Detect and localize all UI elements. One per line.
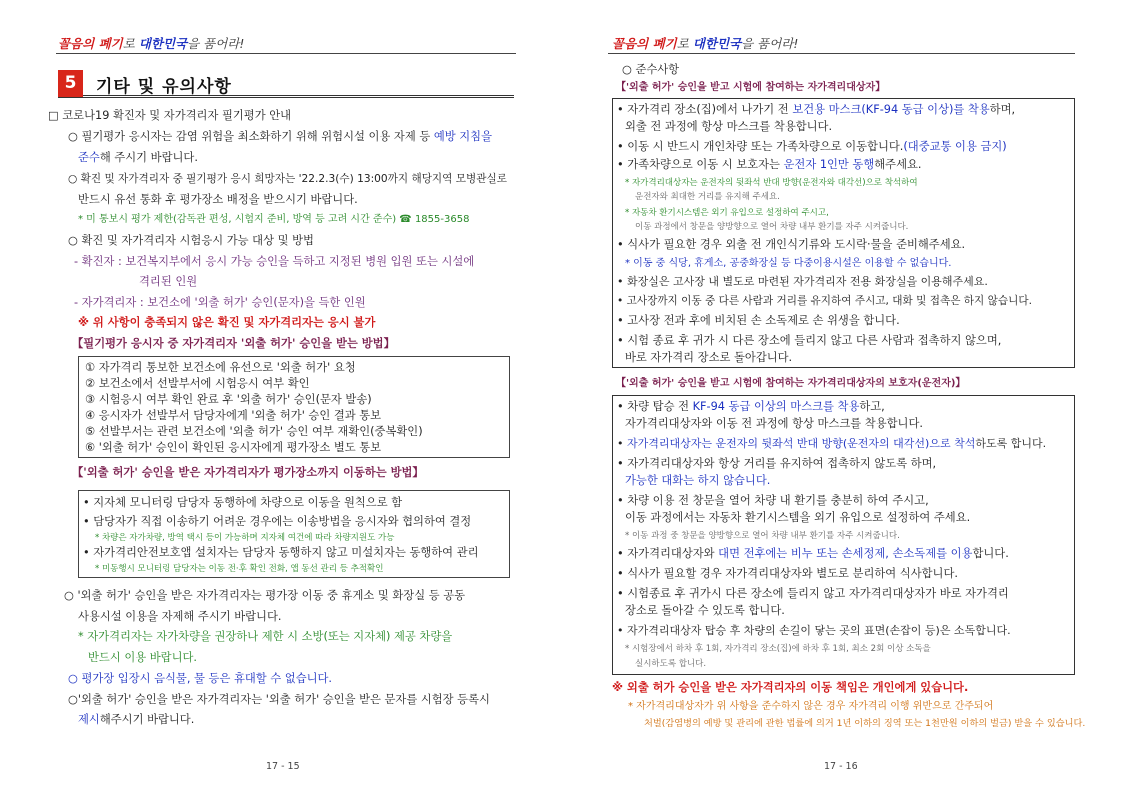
right-page: [560, 0, 1121, 793]
rule-line: • 차량 이용 전 창문을 열어 차량 내 환기를 충분히 하여 주시고,: [617, 494, 929, 507]
section2-title: 【'외출 허가' 승인을 받고 시험에 참여하는 자가격리대상자의 보호자(운전자)】: [616, 378, 966, 389]
rule-line: • 자가격리대상자와 대면 전후에는 비누 또는 손세정제, 손소독제를 이용합니다.: [617, 547, 1009, 560]
confirmed-line: - 확진자 : 보건복지부에서 응시 가능 승인을 득하고 지정된 병원 입원 또는 시설에: [74, 255, 475, 268]
move-method-box: [78, 490, 510, 578]
notice-line: 반드시 유선 통화 후 평가장소 배정을 받으시기 바랍니다.: [78, 193, 358, 206]
bottom-line: ○'외출 허가' 승인을 받은 자가격리자는 '외출 허가' 승인을 받은 문자를 시험장 등록시: [68, 693, 490, 706]
section-title-bar: [58, 70, 514, 98]
rule-note: * 이동 중 식당, 휴게소, 공중화장실 등 다중이용시설은 이용할 수 없습니다.: [625, 258, 952, 269]
move-item: • 지자체 모니터링 담당자 동행하에 차량으로 이동을 원칙으로 함: [83, 496, 403, 509]
penalty-note: 처벌(감염병의 예방 및 관리에 관한 법률에 의거 1년 이하의 징역 또는 1천만원 이하의 벌금) 받을 수 있습니다.: [644, 718, 1086, 729]
rule-note: * 자동차 환기시스템은 외기 유입으로 설정하여 주시고,: [625, 208, 829, 218]
rule-note: * 이동 과정 중 창문을 양방향으로 열어 차량 내부 환기를 자주 시켜줍니다.: [625, 531, 900, 541]
header-rule: [56, 53, 516, 54]
covid-notice-heading: □ 코로나19 확진자 및 자가격리자 필기평가 안내: [48, 109, 292, 122]
rule-note: * 자가격리대상자는 운전자의 뒷좌석 반대 방향(운전자와 대각선)으로 착석하여: [625, 178, 918, 188]
responsibility-warning: ※ 외출 허가 승인을 받은 자가격리자의 이동 책임은 개인에게 있습니다.: [612, 681, 969, 694]
bottom-line: 사용시설 이용을 자제해 주시기 바랍니다.: [78, 610, 282, 623]
section-title: 기타 및 유의사항: [96, 77, 232, 97]
section1-box: [612, 98, 1075, 368]
confirmed-line-cont: 격리된 인원: [139, 275, 198, 288]
bottom-note: 반드시 이용 바랍니다.: [88, 651, 197, 664]
rule-line: 장소로 돌아갈 수 있도록 합니다.: [625, 604, 785, 617]
self-isolation-line: - 자가격리자 : 보건소에 '외출 허가' 승인(문자)을 득한 인원: [74, 296, 366, 309]
rule-line: 외출 전 과정에 항상 마스크를 착용합니다.: [625, 120, 833, 133]
rule-line: • 시험종료 후 귀가시 다른 장소에 들리지 않고 자가격리대상자가 바로 자가격리: [617, 587, 1009, 600]
rule-line: • 자가격리대상자 탑승 후 차량의 손길이 닿는 곳의 표면(손잡이 등)은 소독합니다.: [617, 624, 1011, 637]
notice-line: 준수해 주시기 바랍니다.: [78, 151, 198, 164]
penalty-note: * 자가격리대상자가 위 사항을 준수하지 않은 경우 자가격리 이행 위반으로 간주되어: [628, 701, 994, 712]
rule-line: • 자가격리대상자와 항상 거리를 유지하여 접촉하지 않도록 하며,: [617, 457, 937, 470]
rule-line: • 식사가 필요할 경우 자가격리대상자와 별도로 분리하여 식사합니다.: [617, 567, 958, 580]
rule-line: • 자가격리 장소(집)에서 나가기 전 보건용 마스크(KF-94 동급 이상)를 착용하며,: [617, 103, 1016, 116]
rule-line: 가능한 대화는 하지 않습니다.: [625, 474, 771, 487]
header-rule: [608, 53, 1075, 54]
step-item: ① 자가격리 통보한 보건소에 유선으로 '외출 허가' 요청: [85, 361, 356, 374]
approval-steps-box: [78, 356, 510, 458]
move-note: * 차량은 자가차량, 방역 택시 등이 가능하며 지자체 여건에 따라 차량지원도 가능: [95, 533, 395, 543]
rule-line: • 화장실은 고사장 내 별도로 마련된 자가격리자 전용 화장실을 이용해주세요.: [617, 275, 988, 288]
rule-line: 바로 자가격리 장소로 돌아갑니다.: [625, 351, 793, 364]
rule-line: • 고사장 전과 후에 비치된 손 소독제로 손 위생을 합니다.: [617, 314, 900, 327]
move-item: • 담당자가 직접 이송하기 어려운 경우에는 이송방법을 응시자와 협의하여 결정: [83, 515, 472, 528]
page-header: 꼴음의 폐기로 대한민국을 품어라!: [58, 36, 245, 51]
section-number: 5: [58, 70, 83, 97]
page-number: 17 - 16: [824, 761, 858, 772]
left-page: [0, 0, 560, 793]
warning-line: ※ 위 사항이 충족되지 않은 확진 및 자가격리자는 응시 불가: [78, 316, 376, 329]
bottom-line: ○ '외출 허가' 승인을 받은 자가격리자는 평가장 이동 중 휴게소 및 화장실 등 공동: [64, 589, 466, 602]
section2-box: [612, 395, 1075, 675]
rule-line: 이동 과정에서는 자동차 환기시스템을 외기 유입으로 설정하여 주세요.: [625, 511, 971, 524]
notice-line: ○ 확진 및 자가격리자 중 필기평가 응시 희망자는 '22.2.3(수) 13:00까지 해당지역 모병관실로: [68, 173, 507, 185]
page-number: 17 - 15: [266, 761, 300, 772]
page-header: 꼴음의 폐기로 대한민국을 품어라!: [612, 36, 799, 51]
move-item: • 자가격리안전보호앱 설치자는 담당자 동행하지 않고 미설치자는 동행하여 관리: [83, 546, 479, 559]
contact-note: * 미 통보시 평가 제한(감독관 편성, 시험지 준비, 방역 등 고려 시간 준수) ☎ 1855-3658: [78, 214, 470, 225]
bottom-note: * 자가격리자는 자가차량을 권장하나 제한 시 소방(또는 지자체) 제공 차량을: [78, 630, 453, 643]
move-method-title: 【'외출 허가' 승인을 받은 자가격리자가 평가장소까지 이동하는 방법】: [72, 466, 424, 479]
rule-line: • 가족차량으로 이동 시 보호자는 운전자 1인만 동행해주세요.: [617, 158, 922, 171]
bottom-line: ○ 평가장 입장시 음식물, 물 등은 휴대할 수 없습니다.: [68, 672, 333, 685]
rule-line: • 시험 종료 후 귀가 시 다른 장소에 들리지 않고 다른 사람과 접촉하지 않으며,: [617, 334, 1002, 347]
rule-line: 자가격리대상자와 이동 전 과정에 항상 마스크를 착용합니다.: [625, 417, 923, 430]
section1-title: 【'외출 허가' 승인을 받고 시험에 참여하는 자가격리대상자】: [616, 82, 886, 93]
compliance-subhead: ○ 준수사항: [622, 63, 680, 76]
rule-note: 운전자와 최대한 거리를 유지해 주세요.: [635, 192, 780, 202]
rule-note: 실시하도록 합니다.: [635, 659, 707, 669]
step-item: ④ 응시자가 선발부서 담당자에게 '외출 허가' 승인 결과 통보: [85, 409, 382, 422]
rule-line: • 고사장까지 이동 중 다른 사람과 거리를 유지하여 주시고, 대화 및 접촉은 하지 않습니다.: [617, 295, 1032, 307]
rule-line: • 자가격리대상자는 운전자의 뒷좌석 반대 방향(운전자의 대각선)으로 착석하도록 합니다.: [617, 437, 1047, 450]
notice-line: ○ 필기평가 응시자는 감염 위험을 최소화하기 위해 위험시설 이용 자제 등 예방 지침을: [68, 130, 492, 143]
step-item: ⑤ 선발부서는 관련 보건소에 '외출 허가' 승인 여부 재확인(중복확인): [85, 425, 423, 438]
step-item: ⑥ '외출 허가' 승인이 확인된 응시자에게 평가장소 별도 통보: [85, 441, 382, 454]
rule-note: * 시험장에서 하차 후 1회, 자가격리 장소(집)에 하차 후 1회, 최소 2회 이상 소독을: [625, 644, 931, 654]
rule-line: • 식사가 필요한 경우 외출 전 개인식기류와 도시락·물을 준비해주세요.: [617, 238, 966, 251]
approval-method-title: 【필기평가 응시자 중 자가격리자 '외출 허가' 승인을 받는 방법】: [72, 337, 395, 350]
rule-note: 이동 과정에서 창문을 양방향으로 열어 차량 내부 환기를 자주 시켜줍니다.: [635, 222, 909, 232]
rule-line: • 이동 시 반드시 개인차량 또는 가족차량으로 이동합니다.(대중교통 이용 금지): [617, 140, 1007, 153]
notice-line: ○ 확진 및 자가격리자 시험응시 가능 대상 및 방법: [68, 234, 314, 247]
move-note: * 미동행시 모니터링 담당자는 이동 전·후 확인 전화, 앱 동선 관리 등 추적확인: [95, 564, 384, 574]
step-item: ② 보건소에서 선발부서에 시험응시 여부 확인: [85, 377, 310, 390]
rule-line: • 차량 탑승 전 KF-94 동급 이상의 마스크를 착용하고,: [617, 400, 885, 413]
bottom-line: 제시해주시기 바랍니다.: [78, 713, 195, 726]
step-item: ③ 시험응시 여부 확인 완료 후 '외출 허가' 승인(문자 발송): [85, 393, 372, 406]
